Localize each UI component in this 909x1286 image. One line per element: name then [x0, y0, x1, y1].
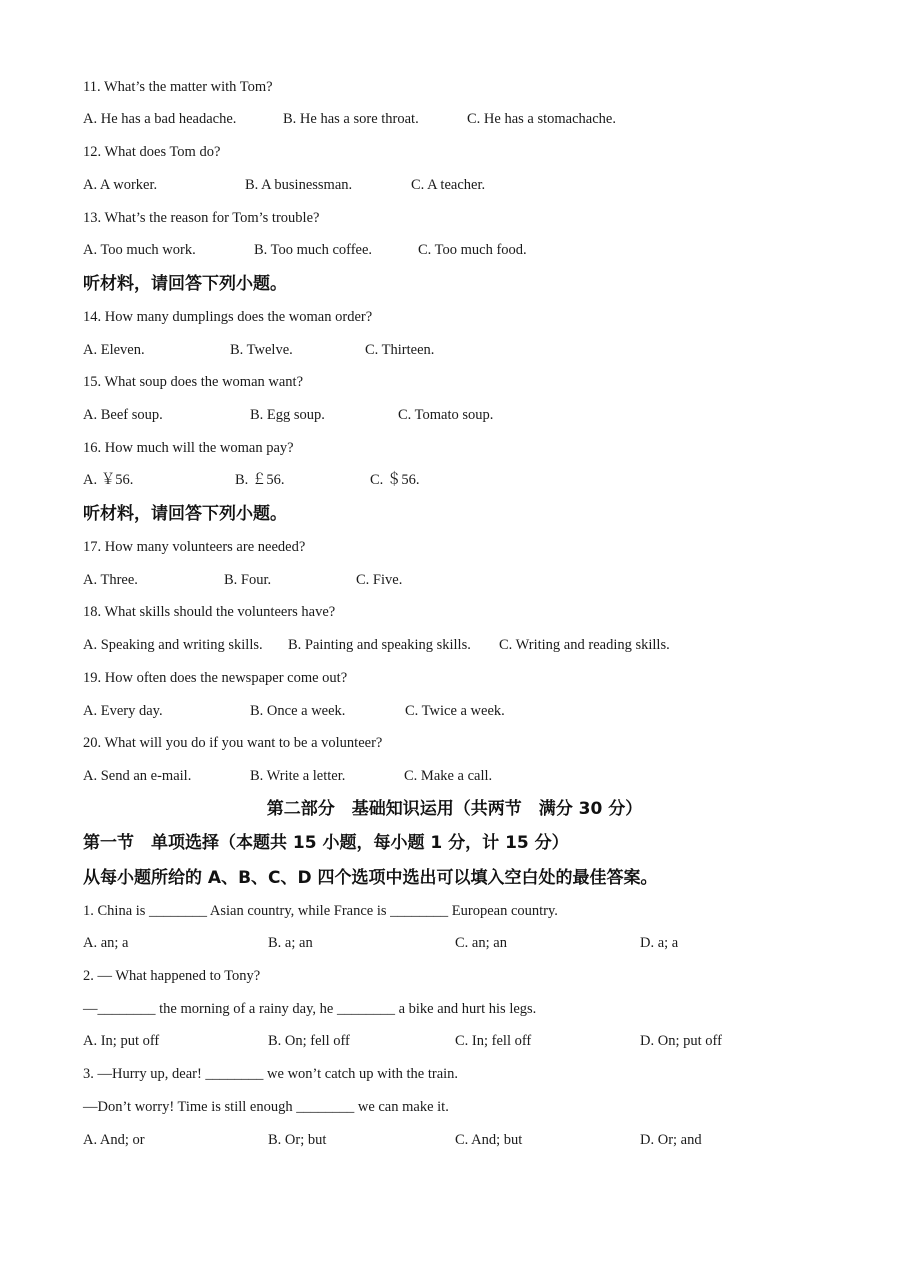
option-a: A. A worker. — [83, 177, 158, 193]
option-a: A. Every day. — [83, 703, 163, 719]
option-a: A. ￥56. — [83, 472, 134, 488]
option-c: C. In; fell off — [455, 1033, 532, 1049]
option-a: A. In; put off — [83, 1033, 160, 1049]
part-2-title: 第二部分 基础知识运用（共两节 满分 30 分） — [266, 799, 643, 819]
option-d: D. a; a — [640, 935, 679, 951]
option-c: C. Tomato soup. — [398, 407, 494, 423]
section-1-title: 第一节 单项选择（本题共 15 小题，每小题 1 分，计 15 分） — [83, 833, 569, 853]
option-a: A. Send an e-mail. — [83, 768, 192, 784]
option-a: A. Beef soup. — [83, 407, 163, 423]
option-c: C. Too much food. — [418, 242, 527, 258]
option-c: C. Thirteen. — [365, 342, 435, 358]
question-20: 20. What will you do if you want to be a volunteer? — [83, 735, 383, 751]
question-13: 13. What’s the reason for Tom’s trouble? — [83, 210, 320, 226]
question-14: 14. How many dumplings does the woman order? — [83, 309, 373, 325]
mc-question-2: 2. — What happened to Tony? — [83, 968, 261, 984]
option-a: A. And; or — [83, 1132, 145, 1148]
mc-question-1: 1. China is ________ Asian country, while France is ________ European country. — [83, 903, 558, 919]
option-a: A. an; a — [83, 935, 129, 951]
option-c: C. A teacher. — [411, 177, 486, 193]
question-17: 17. How many volunteers are needed? — [83, 539, 306, 555]
question-19: 19. How often does the newspaper come out? — [83, 670, 348, 686]
listening-instruction: 听材料，请回答下列小题。 — [83, 504, 287, 524]
option-c: C. Five. — [356, 572, 403, 588]
option-d: D. On; put off — [640, 1033, 722, 1049]
option-b: B. Painting and speaking skills. — [288, 637, 471, 653]
option-a: A. Eleven. — [83, 342, 145, 358]
option-b: B. He has a sore throat. — [283, 111, 419, 127]
option-b: B. Egg soup. — [250, 407, 325, 423]
option-d: D. Or; and — [640, 1132, 702, 1148]
option-b: B. Four. — [224, 572, 272, 588]
option-a: A. Three. — [83, 572, 138, 588]
option-c: C. And; but — [455, 1132, 523, 1148]
option-b: B. Or; but — [268, 1132, 327, 1148]
section-1-instruction: 从每小题所给的 A、B、C、D 四个选项中选出可以填入空白处的最佳答案。 — [83, 868, 658, 888]
question-16: 16. How much will the woman pay? — [83, 440, 294, 456]
option-b: B. Write a letter. — [250, 768, 346, 784]
option-c: C. Twice a week. — [405, 703, 505, 719]
option-c: C. Make a call. — [404, 768, 493, 784]
option-b: B. Too much coffee. — [254, 242, 373, 258]
option-b: B. ￡56. — [235, 472, 285, 488]
option-b: B. a; an — [268, 935, 313, 951]
question-12: 12. What does Tom do? — [83, 144, 221, 160]
listening-instruction: 听材料，请回答下列小题。 — [83, 274, 287, 294]
option-b: B. Once a week. — [250, 703, 346, 719]
mc-question-2-response: —________ the morning of a rainy day, he ________ a bike and hurt his legs. — [83, 1001, 537, 1017]
option-b: B. Twelve. — [230, 342, 293, 358]
question-18: 18. What skills should the volunteers have? — [83, 604, 336, 620]
option-c: C. He has a stomachache. — [467, 111, 616, 127]
option-a: A. Speaking and writing skills. — [83, 637, 263, 653]
question-15: 15. What soup does the woman want? — [83, 374, 304, 390]
option-b: B. A businessman. — [245, 177, 353, 193]
option-c: C. an; an — [455, 935, 507, 951]
option-c: C. ＄56. — [370, 472, 420, 488]
option-c: C. Writing and reading skills. — [499, 637, 670, 653]
mc-question-3: 3. —Hurry up, dear! ________ we won’t catch up with the train. — [83, 1066, 459, 1082]
question-11: 11. What’s the matter with Tom? — [83, 79, 273, 95]
option-b: B. On; fell off — [268, 1033, 350, 1049]
mc-question-3-response: —Don’t worry! Time is still enough ________ we can make it. — [83, 1099, 449, 1115]
option-a: A. Too much work. — [83, 242, 196, 258]
option-a: A. He has a bad headache. — [83, 111, 237, 127]
